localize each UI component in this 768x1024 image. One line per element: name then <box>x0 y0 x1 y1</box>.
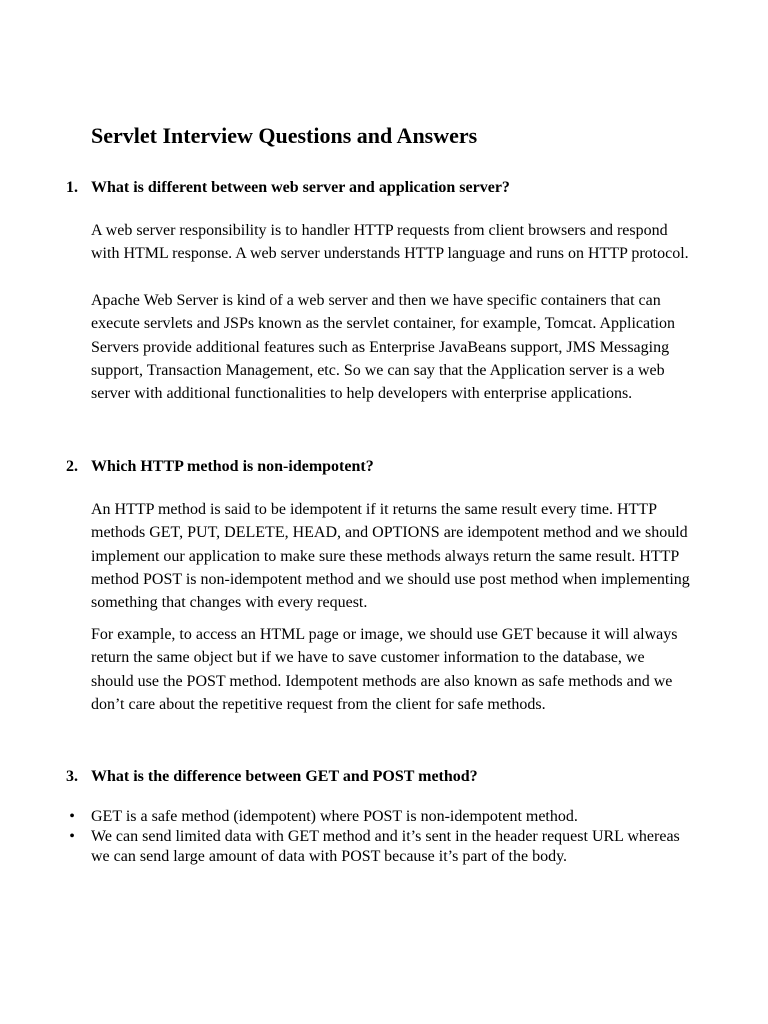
list-item <box>69 827 691 867</box>
question-text: Which HTTP method is non-idempotent? <box>91 458 374 475</box>
answer-paragraph: A web server responsibility is to handler HTTP requests from client browsers and respond with HTML response. A web server understands HTTP language and runs on HTTP protocol. <box>91 222 689 263</box>
page-title: Servlet Interview Questions and Answers <box>91 123 478 148</box>
question-text: What is different between web server and application server? <box>91 179 510 196</box>
bullet-text: We can send limited data with GET method and it’s sent in the header request URL whereas we can send large amount of data with POST because it’s part of the body. <box>91 828 680 865</box>
bullet-icon: • <box>69 828 75 845</box>
question-heading-1 <box>66 176 510 199</box>
question-text: What is the difference between GET and POST method? <box>91 768 478 785</box>
answer-paragraph: For example, to access an HTML page or image, we should use GET because it will always return the same object but if we have to save customer information to the database, we should use the POST method. Idempotent methods are also known as safe methods and we don’t care about the repetitive request from the client for safe methods. <box>91 626 678 713</box>
bullet-icon: • <box>69 808 75 825</box>
bullet-text: GET is a safe method (idempotent) where POST is non-idempotent method. <box>91 808 578 825</box>
question-heading-3 <box>66 765 478 788</box>
answer-bullet-list <box>69 807 691 867</box>
question-number: 2. <box>66 458 78 475</box>
answer-paragraph: Apache Web Server is kind of a web server and then we have specific containers that can execute servlets and JSPs known as the servlet container, for example, Tomcat. Application Servers provide additional features such as Enterprise JavaBeans support, JMS Messaging support, Transaction Management, etc. So we can say that the Application server is a web server with additional functionalities to help developers with enterprise applications. <box>91 292 676 403</box>
question-number: 3. <box>66 768 78 785</box>
answer-paragraph: An HTTP method is said to be idempotent if it returns the same result every time. HTTP methods GET, PUT, DELETE, HEAD, and OPTIONS are idempotent method and we should implement our application to make sure these methods always return the same result. HTTP method POST is non-idempotent method and we should use post method when implementing something that changes with every request. <box>91 501 690 612</box>
question-number: 1. <box>66 179 78 196</box>
list-item <box>69 807 691 827</box>
question-heading-2 <box>66 455 374 478</box>
